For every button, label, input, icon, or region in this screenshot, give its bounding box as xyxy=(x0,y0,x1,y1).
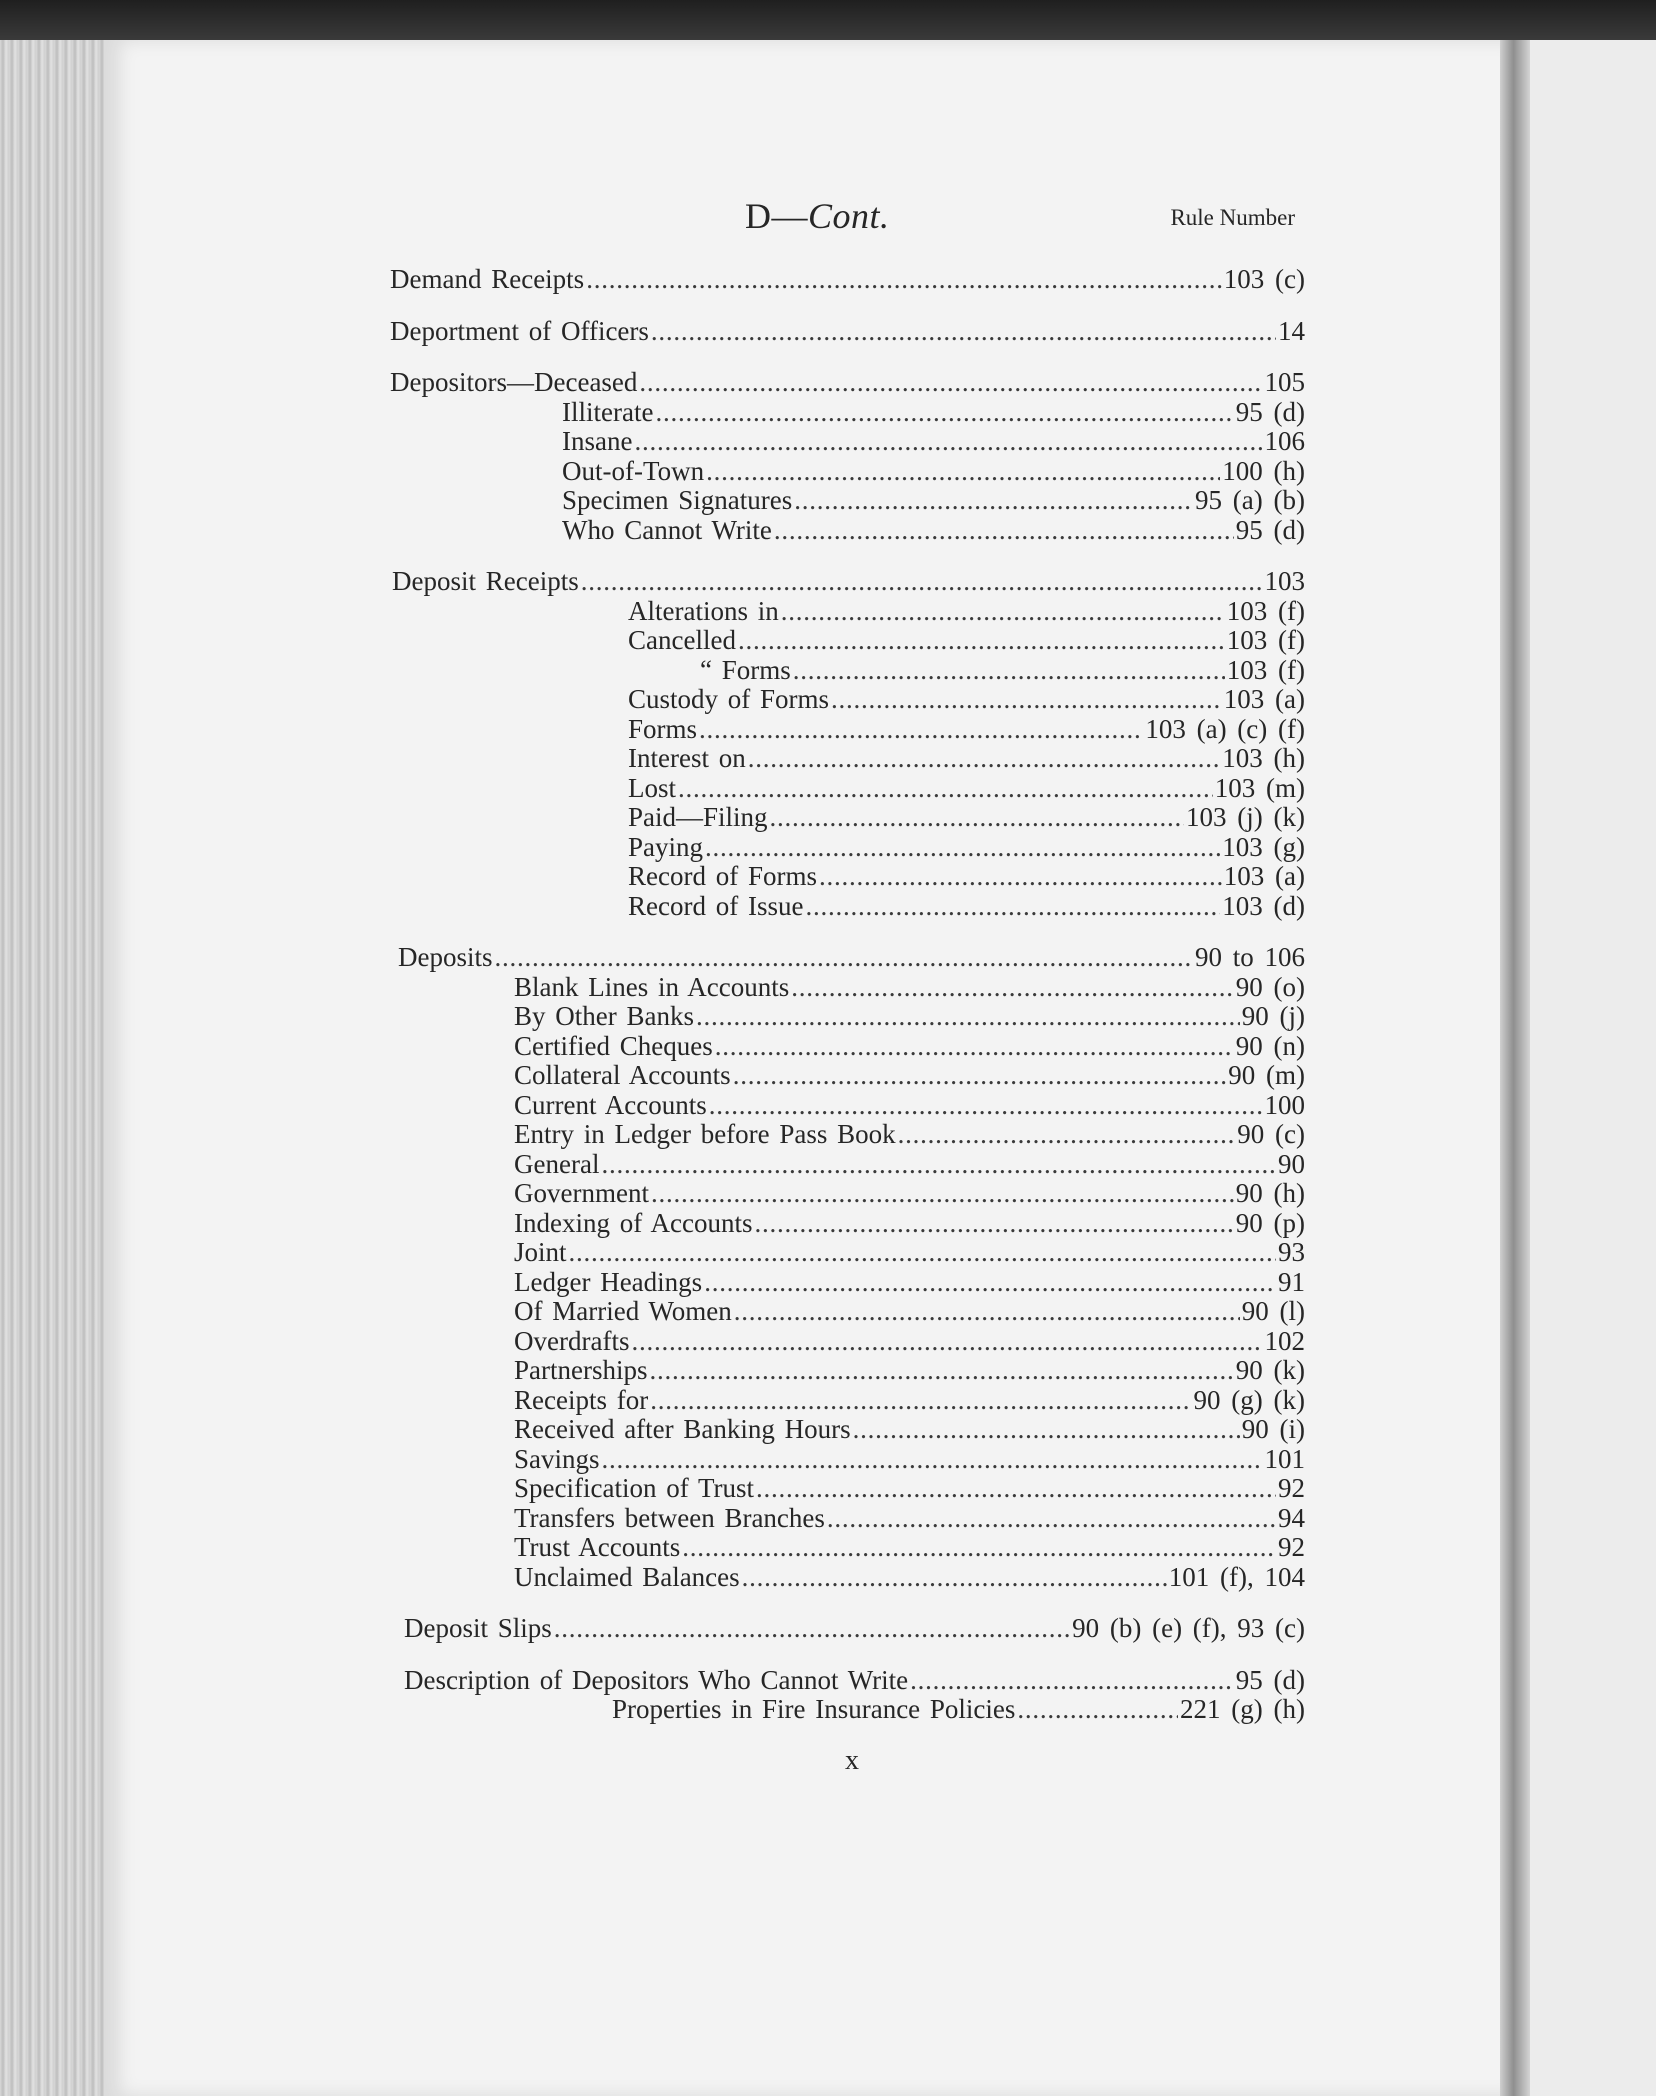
entry-rule-ref: 92 xyxy=(1278,1532,1305,1562)
entry-rule-ref: 90 (k) xyxy=(1235,1355,1305,1385)
dot-leader xyxy=(651,317,1276,347)
index-entry xyxy=(390,1150,1305,1180)
dot-leader xyxy=(581,567,1263,597)
dot-leader xyxy=(631,1327,1262,1357)
index-entry xyxy=(390,1120,1305,1150)
entry-rule-ref: 103 (d) xyxy=(1222,890,1305,921)
entry-rule-ref: 100 xyxy=(1264,1089,1305,1120)
dot-leader xyxy=(791,973,1234,1003)
entry-label: Deposits xyxy=(398,942,493,972)
index-entry xyxy=(390,1445,1305,1475)
entry-label: Savings xyxy=(514,1443,600,1474)
entry-label: Ledger Headings xyxy=(514,1266,703,1297)
dot-leader xyxy=(793,656,1225,686)
dot-leader xyxy=(715,1032,1234,1062)
entry-rule-ref: 90 (p) xyxy=(1235,1207,1305,1238)
entry-label: General xyxy=(514,1148,600,1179)
entry-rule-ref: 90 (c) xyxy=(1237,1119,1305,1149)
index-entry xyxy=(390,1666,1305,1696)
entry-label: Paid—Filing xyxy=(628,802,768,832)
index-entry xyxy=(390,833,1305,863)
dot-leader xyxy=(910,1666,1234,1696)
dot-leader xyxy=(569,1238,1276,1268)
entry-label: Deposit Receipts xyxy=(392,566,579,596)
entry-rule-ref: 90 (i) xyxy=(1241,1414,1305,1444)
entry-rule-ref: 95 (d) xyxy=(1235,514,1305,545)
index-entry xyxy=(390,715,1305,745)
entry-label: Illiterate xyxy=(562,396,654,427)
index-entry xyxy=(390,973,1305,1003)
entry-rule-ref: 90 (l) xyxy=(1241,1296,1305,1326)
entry-rule-ref: 103 (a) (c) (f) xyxy=(1145,713,1305,744)
entry-rule-ref: 103 (h) xyxy=(1222,743,1305,773)
index-entry xyxy=(390,567,1305,597)
dot-leader xyxy=(709,1091,1263,1121)
entry-label: Trust Accounts xyxy=(514,1532,681,1562)
entry-label: Overdrafts xyxy=(514,1325,630,1356)
index-entry xyxy=(390,1614,1305,1644)
dot-leader xyxy=(650,1386,1191,1416)
section-continued: Cont. xyxy=(808,196,890,236)
index-entry xyxy=(390,317,1305,347)
entry-rule-ref: 103 (f) xyxy=(1226,595,1305,626)
facing-page xyxy=(1530,40,1656,2096)
index-entry xyxy=(390,486,1305,516)
entry-label: Unclaimed Balances xyxy=(514,1561,740,1592)
entry-label: Received after Banking Hours xyxy=(514,1414,851,1444)
dot-leader xyxy=(770,803,1185,833)
dot-leader xyxy=(898,1120,1236,1150)
entry-label: Out-of-Town xyxy=(562,455,705,486)
index-entry xyxy=(390,892,1305,922)
dot-leader xyxy=(733,1061,1227,1091)
dot-leader xyxy=(601,1150,1276,1180)
index-group xyxy=(390,943,1305,1592)
dot-leader xyxy=(706,457,1220,487)
dot-leader xyxy=(756,1474,1276,1504)
entry-label: Of Married Women xyxy=(514,1296,732,1326)
dot-leader xyxy=(678,774,1213,804)
entry-label: Insane xyxy=(562,426,633,456)
index-entry xyxy=(390,744,1305,774)
entry-rule-ref: 90 (b) (e) (f), 93 (c) xyxy=(1072,1613,1305,1643)
entry-rule-ref: 221 (g) (h) xyxy=(1180,1694,1305,1724)
dot-leader xyxy=(742,1563,1167,1593)
entry-rule-ref: 102 xyxy=(1264,1325,1305,1356)
entry-label: Joint xyxy=(514,1237,567,1267)
index-entry xyxy=(390,803,1305,833)
dot-leader xyxy=(682,1533,1276,1563)
scan-background-top xyxy=(0,0,1656,40)
index-entry xyxy=(390,656,1305,686)
index-entry xyxy=(390,597,1305,627)
entry-rule-ref: 90 (n) xyxy=(1235,1030,1305,1061)
index-header xyxy=(390,195,1295,245)
dot-leader xyxy=(748,744,1221,774)
entry-rule-ref: 95 (d) xyxy=(1235,1664,1305,1695)
index-group xyxy=(390,265,1305,295)
index-entry xyxy=(390,1415,1305,1445)
index-entry xyxy=(390,1268,1305,1298)
index-entry xyxy=(390,398,1305,428)
dot-leader xyxy=(774,516,1234,546)
index-entry xyxy=(390,427,1305,457)
index-entry xyxy=(390,1474,1305,1504)
index-entry xyxy=(390,685,1305,715)
dot-leader xyxy=(495,943,1193,973)
book-page-edges xyxy=(0,40,110,2096)
index-entry xyxy=(390,457,1305,487)
entry-rule-ref: 14 xyxy=(1278,315,1305,346)
index-entry xyxy=(390,1695,1305,1725)
entry-rule-ref: 103 (f) xyxy=(1226,654,1305,685)
entry-label: Custody of Forms xyxy=(628,684,830,714)
entry-label: Transfers between Branches xyxy=(514,1502,825,1533)
index-entry xyxy=(390,368,1305,398)
index-entry xyxy=(390,516,1305,546)
entry-rule-ref: 103 (a) xyxy=(1223,684,1305,714)
dot-leader xyxy=(827,1504,1276,1534)
dot-leader xyxy=(586,265,1222,295)
entry-label: Deportment of Officers xyxy=(390,315,649,346)
entry-label: Certified Cheques xyxy=(514,1030,713,1061)
dot-leader xyxy=(634,427,1262,457)
index-entry xyxy=(390,1179,1305,1209)
index-entry xyxy=(390,862,1305,892)
index-entry xyxy=(390,1563,1305,1593)
index-entry xyxy=(390,1061,1305,1091)
entry-rule-ref: 100 (h) xyxy=(1222,455,1305,486)
entry-rule-ref: 103 (f) xyxy=(1226,625,1305,655)
entry-rule-ref: 90 (h) xyxy=(1235,1178,1305,1208)
entry-rule-ref: 103 (g) xyxy=(1222,831,1305,862)
entry-label: “ Forms xyxy=(700,654,791,685)
entry-rule-ref: 101 (f), 104 xyxy=(1168,1561,1305,1592)
entry-label: Entry in Ledger before Pass Book xyxy=(514,1119,896,1149)
entry-label: Demand Receipts xyxy=(390,264,585,294)
index-group xyxy=(390,567,1305,921)
entry-rule-ref: 91 xyxy=(1278,1266,1305,1297)
section-letter-char: D— xyxy=(745,196,808,236)
entry-rule-ref: 103 xyxy=(1264,566,1305,596)
entry-label: Record of Issue xyxy=(628,890,804,921)
index-entry xyxy=(390,1533,1305,1563)
index-entry xyxy=(390,1209,1305,1239)
entry-label: Who Cannot Write xyxy=(562,514,772,545)
dot-leader xyxy=(655,398,1233,428)
entry-label: Partnerships xyxy=(514,1355,648,1385)
dot-leader xyxy=(734,1297,1240,1327)
index-entry xyxy=(390,1238,1305,1268)
entry-label: Alterations in xyxy=(628,595,779,626)
index-entry xyxy=(390,1091,1305,1121)
dot-leader xyxy=(704,1268,1276,1298)
entry-label: Depositors—Deceased xyxy=(390,367,638,397)
entry-label: Specimen Signatures xyxy=(562,485,793,515)
index-group xyxy=(390,317,1305,347)
entry-rule-ref: 90 (j) xyxy=(1241,1001,1305,1031)
dot-leader xyxy=(651,1179,1234,1209)
entry-rule-ref: 103 (j) (k) xyxy=(1186,802,1305,832)
page-folio: x xyxy=(845,1745,859,1776)
index-entry xyxy=(390,1386,1305,1416)
section-letter xyxy=(745,195,890,237)
index-entry xyxy=(390,1032,1305,1062)
index-group xyxy=(390,1666,1305,1725)
entry-label: Record of Forms xyxy=(628,861,817,891)
dot-leader xyxy=(794,486,1193,516)
entry-label: By Other Banks xyxy=(514,1001,694,1031)
dot-leader xyxy=(1017,1695,1178,1725)
index-entry xyxy=(390,1327,1305,1357)
entry-rule-ref: 103 (c) xyxy=(1223,264,1305,294)
entry-rule-ref: 106 xyxy=(1264,426,1305,456)
dot-leader xyxy=(754,1209,1233,1239)
entry-label: Specification of Trust xyxy=(514,1473,754,1503)
entry-label: Government xyxy=(514,1178,649,1208)
dot-leader xyxy=(819,862,1222,892)
entry-rule-ref: 90 (m) xyxy=(1228,1060,1305,1090)
entry-rule-ref: 93 xyxy=(1278,1237,1305,1267)
index-entry xyxy=(390,943,1305,973)
index-entry xyxy=(390,1356,1305,1386)
dot-leader xyxy=(554,1614,1070,1644)
entry-label: Properties in Fire Insurance Policies xyxy=(612,1694,1016,1724)
entry-label: Deposit Slips xyxy=(404,1613,552,1643)
index-entry xyxy=(390,265,1305,295)
entry-rule-ref: 103 (m) xyxy=(1214,772,1305,803)
entry-rule-ref: 92 xyxy=(1278,1473,1305,1503)
index-entry xyxy=(390,626,1305,656)
entry-label: Lost xyxy=(628,772,677,803)
index-entry xyxy=(390,1297,1305,1327)
dot-leader xyxy=(738,626,1225,656)
entry-label: Indexing of Accounts xyxy=(514,1207,753,1238)
dot-leader xyxy=(705,833,1220,863)
index-entry xyxy=(390,1002,1305,1032)
entry-label: Current Accounts xyxy=(514,1089,707,1120)
dot-leader xyxy=(853,1415,1240,1445)
entry-rule-ref: 90 to 106 xyxy=(1194,942,1305,972)
entry-label: Cancelled xyxy=(628,625,736,655)
entry-rule-ref: 90 xyxy=(1278,1148,1305,1179)
dot-leader xyxy=(781,597,1225,627)
index-entry xyxy=(390,1504,1305,1534)
entry-rule-ref: 90 (o) xyxy=(1235,971,1305,1002)
entry-label: Interest on xyxy=(628,743,746,773)
dot-leader xyxy=(696,1002,1240,1032)
book-gutter xyxy=(1500,40,1530,2096)
entry-rule-ref: 95 (a) (b) xyxy=(1195,485,1305,515)
entry-rule-ref: 90 (g) (k) xyxy=(1193,1384,1305,1415)
entry-rule-ref: 94 xyxy=(1278,1502,1305,1533)
entry-rule-ref: 103 (a) xyxy=(1223,861,1305,891)
dot-leader xyxy=(649,1356,1233,1386)
rule-number-heading: Rule Number xyxy=(1170,205,1295,230)
dot-leader xyxy=(639,368,1262,398)
entry-rule-ref: 105 xyxy=(1264,367,1305,397)
entry-rule-ref: 95 (d) xyxy=(1235,396,1305,427)
entry-label: Paying xyxy=(628,831,704,862)
entry-label: Forms xyxy=(628,713,698,744)
dot-leader xyxy=(831,685,1222,715)
index-group xyxy=(390,1614,1305,1644)
entry-rule-ref: 101 xyxy=(1264,1443,1305,1474)
entry-label: Description of Depositors Who Cannot Write xyxy=(404,1664,909,1695)
index-entries xyxy=(390,265,1305,1747)
index-group xyxy=(390,368,1305,545)
entry-label: Receipts for xyxy=(514,1384,649,1415)
entry-label: Blank Lines in Accounts xyxy=(514,971,790,1002)
entry-label: Collateral Accounts xyxy=(514,1060,731,1090)
dot-leader xyxy=(699,715,1143,745)
dot-leader xyxy=(805,892,1220,922)
dot-leader xyxy=(602,1445,1263,1475)
index-entry xyxy=(390,774,1305,804)
